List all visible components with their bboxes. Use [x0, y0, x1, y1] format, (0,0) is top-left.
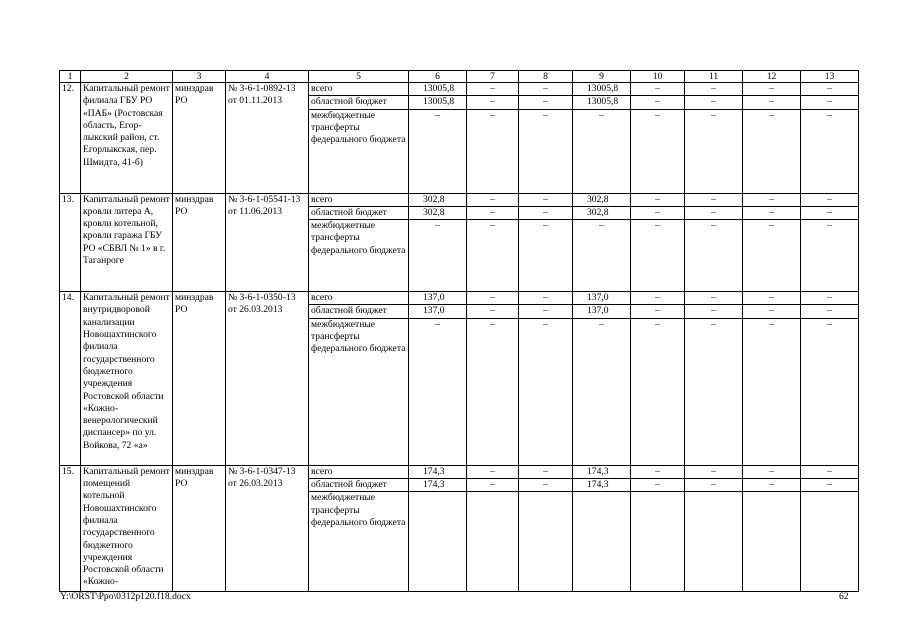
column-header: 4	[226, 71, 309, 83]
record-org: минздрав РО	[173, 193, 226, 292]
value-cell: 137,0	[573, 305, 631, 318]
column-header: 12	[743, 71, 801, 83]
value-cell	[519, 492, 573, 592]
column-header: 5	[309, 71, 409, 83]
value-cell: –	[743, 83, 801, 96]
column-header: 13	[801, 71, 859, 83]
value-cell: –	[519, 479, 573, 492]
value-cell: –	[573, 220, 631, 292]
column-header: 2	[81, 71, 173, 83]
funding-source-label: межбюджетные трансферты федерального бюджета	[309, 109, 409, 193]
value-cell	[743, 492, 801, 592]
value-cell: –	[467, 292, 519, 305]
record-doc: № 3-6-1-05541-13 от 11.06.2013	[226, 193, 309, 292]
value-cell: –	[467, 305, 519, 318]
value-cell: –	[743, 305, 801, 318]
value-cell: –	[743, 318, 801, 465]
record-org: минздрав РО	[173, 83, 226, 194]
footer-file-path: Y:\ORST\Ppo\0312p120.f18.docx	[60, 591, 191, 602]
value-cell: –	[801, 193, 859, 206]
value-cell: –	[519, 465, 573, 478]
value-cell: –	[467, 96, 519, 109]
value-cell: –	[631, 220, 685, 292]
column-header: 6	[409, 71, 467, 83]
record-number: 14.	[60, 292, 81, 466]
funding-source-label: областной бюджет	[309, 479, 409, 492]
value-cell: –	[631, 305, 685, 318]
value-cell: 302,8	[573, 206, 631, 219]
value-cell	[467, 492, 519, 592]
value-cell: –	[685, 305, 743, 318]
record-doc: № 3-6-1-0892-13 от 01.11.2013	[226, 83, 309, 194]
value-cell: –	[685, 292, 743, 305]
funding-source-label: межбюджетные трансферты федерального бюджета	[309, 492, 409, 592]
value-cell: –	[467, 220, 519, 292]
value-cell: –	[631, 193, 685, 206]
value-cell: –	[801, 83, 859, 96]
value-cell: 302,8	[573, 193, 631, 206]
value-cell: –	[409, 109, 467, 193]
value-cell: –	[801, 206, 859, 219]
funding-source-label: областной бюджет	[309, 96, 409, 109]
record-name: Капитальный ремонт помещений котельной Новошахтинского филиала государственного бюджетного учреждения Ростовской области «Кожно-	[81, 465, 173, 592]
record-doc: № 3-6-1-0347-13 от 26.03.2013	[226, 465, 309, 592]
value-cell: 137,0	[409, 305, 467, 318]
value-cell: –	[467, 193, 519, 206]
value-cell: –	[409, 220, 467, 292]
value-cell: –	[631, 292, 685, 305]
value-cell: 137,0	[409, 292, 467, 305]
record-name: Капитальный ремонт кровли литера А, кровли котельной, кровли гаража ГБУ РО «СБВЛ № 1» в г. Таганроге	[81, 193, 173, 292]
record-name: Капитальный ремонт внутридворовой канализации Новошахтинского филиала государственного бюджетного учреждения Ростовской области «Кожно-венерологический диспансер» по ул. Войкова, 72 «а»	[81, 292, 173, 466]
value-cell: –	[743, 193, 801, 206]
column-header: 11	[685, 71, 743, 83]
value-cell: –	[801, 305, 859, 318]
value-cell: –	[743, 96, 801, 109]
value-cell: 302,8	[409, 206, 467, 219]
value-cell: –	[685, 220, 743, 292]
value-cell: –	[743, 479, 801, 492]
value-cell: –	[685, 206, 743, 219]
column-header: 8	[519, 71, 573, 83]
table-row	[60, 465, 859, 478]
record-number: 15.	[60, 465, 81, 592]
value-cell: –	[685, 109, 743, 193]
value-cell: 174,3	[409, 479, 467, 492]
value-cell: –	[801, 96, 859, 109]
budget-table	[59, 70, 859, 592]
value-cell: –	[467, 206, 519, 219]
column-header: 7	[467, 71, 519, 83]
value-cell: –	[685, 83, 743, 96]
table-row	[60, 193, 859, 206]
value-cell: –	[519, 193, 573, 206]
value-cell: –	[631, 96, 685, 109]
value-cell: –	[685, 193, 743, 206]
value-cell	[631, 492, 685, 592]
funding-source-label: межбюджетные трансферты федерального бюджета	[309, 318, 409, 465]
funding-source-label: всего	[309, 292, 409, 305]
value-cell: –	[573, 109, 631, 193]
value-cell: –	[801, 465, 859, 478]
value-cell	[801, 492, 859, 592]
column-header: 10	[631, 71, 685, 83]
value-cell: 174,3	[573, 479, 631, 492]
value-cell: 137,0	[573, 292, 631, 305]
value-cell: –	[631, 318, 685, 465]
value-cell: 174,3	[573, 465, 631, 478]
record-doc: № 3-6-1-0350-13 от 26.03.2013	[226, 292, 309, 466]
value-cell: 13005,8	[409, 83, 467, 96]
funding-source-label: всего	[309, 83, 409, 96]
value-cell: –	[801, 318, 859, 465]
value-cell: 174,3	[409, 465, 467, 478]
value-cell: –	[519, 83, 573, 96]
record-org: минздрав РО	[173, 465, 226, 592]
value-cell: –	[467, 479, 519, 492]
value-cell: –	[467, 83, 519, 96]
value-cell: –	[519, 206, 573, 219]
value-cell: –	[519, 305, 573, 318]
value-cell	[573, 492, 631, 592]
value-cell: –	[631, 465, 685, 478]
funding-source-label: областной бюджет	[309, 206, 409, 219]
value-cell: –	[801, 109, 859, 193]
value-cell: –	[743, 220, 801, 292]
value-cell: –	[801, 220, 859, 292]
footer-page-number: 62	[839, 591, 849, 602]
value-cell: –	[467, 318, 519, 465]
value-cell: –	[519, 318, 573, 465]
value-cell: –	[685, 465, 743, 478]
value-cell: –	[409, 318, 467, 465]
value-cell: –	[519, 96, 573, 109]
value-cell: 302,8	[409, 193, 467, 206]
value-cell: –	[519, 292, 573, 305]
value-cell: –	[467, 109, 519, 193]
value-cell: –	[743, 206, 801, 219]
value-cell: 13005,8	[573, 96, 631, 109]
value-cell: 13005,8	[409, 96, 467, 109]
record-number: 13.	[60, 193, 81, 292]
value-cell: –	[631, 83, 685, 96]
column-header: 3	[173, 71, 226, 83]
value-cell: –	[631, 109, 685, 193]
value-cell: –	[631, 206, 685, 219]
column-header: 1	[60, 71, 81, 83]
value-cell: –	[467, 465, 519, 478]
record-number: 12.	[60, 83, 81, 194]
value-cell	[685, 492, 743, 592]
funding-source-label: областной бюджет	[309, 305, 409, 318]
value-cell: –	[743, 292, 801, 305]
value-cell: 13005,8	[573, 83, 631, 96]
value-cell: –	[573, 318, 631, 465]
value-cell: –	[631, 479, 685, 492]
column-header: 9	[573, 71, 631, 83]
funding-source-label: межбюджетные трансферты федерального бюджета	[309, 220, 409, 292]
value-cell: –	[801, 479, 859, 492]
value-cell: –	[743, 109, 801, 193]
value-cell: –	[801, 292, 859, 305]
value-cell: –	[685, 96, 743, 109]
value-cell: –	[685, 479, 743, 492]
value-cell: –	[519, 220, 573, 292]
funding-source-label: всего	[309, 193, 409, 206]
record-org: минздрав РО	[173, 292, 226, 466]
table-row	[60, 83, 859, 96]
value-cell: –	[519, 109, 573, 193]
funding-source-label: всего	[309, 465, 409, 478]
record-name: Капитальный ремонт филиала ГБУ РО «ПАБ» (Ростовская область, Егор-лыкский район, ст. Егорлыкская, пер. Шмидта, 41-б)	[81, 83, 173, 194]
table-row	[60, 292, 859, 305]
value-cell: –	[743, 465, 801, 478]
value-cell	[409, 492, 467, 592]
value-cell: –	[685, 318, 743, 465]
header-row	[60, 71, 859, 83]
